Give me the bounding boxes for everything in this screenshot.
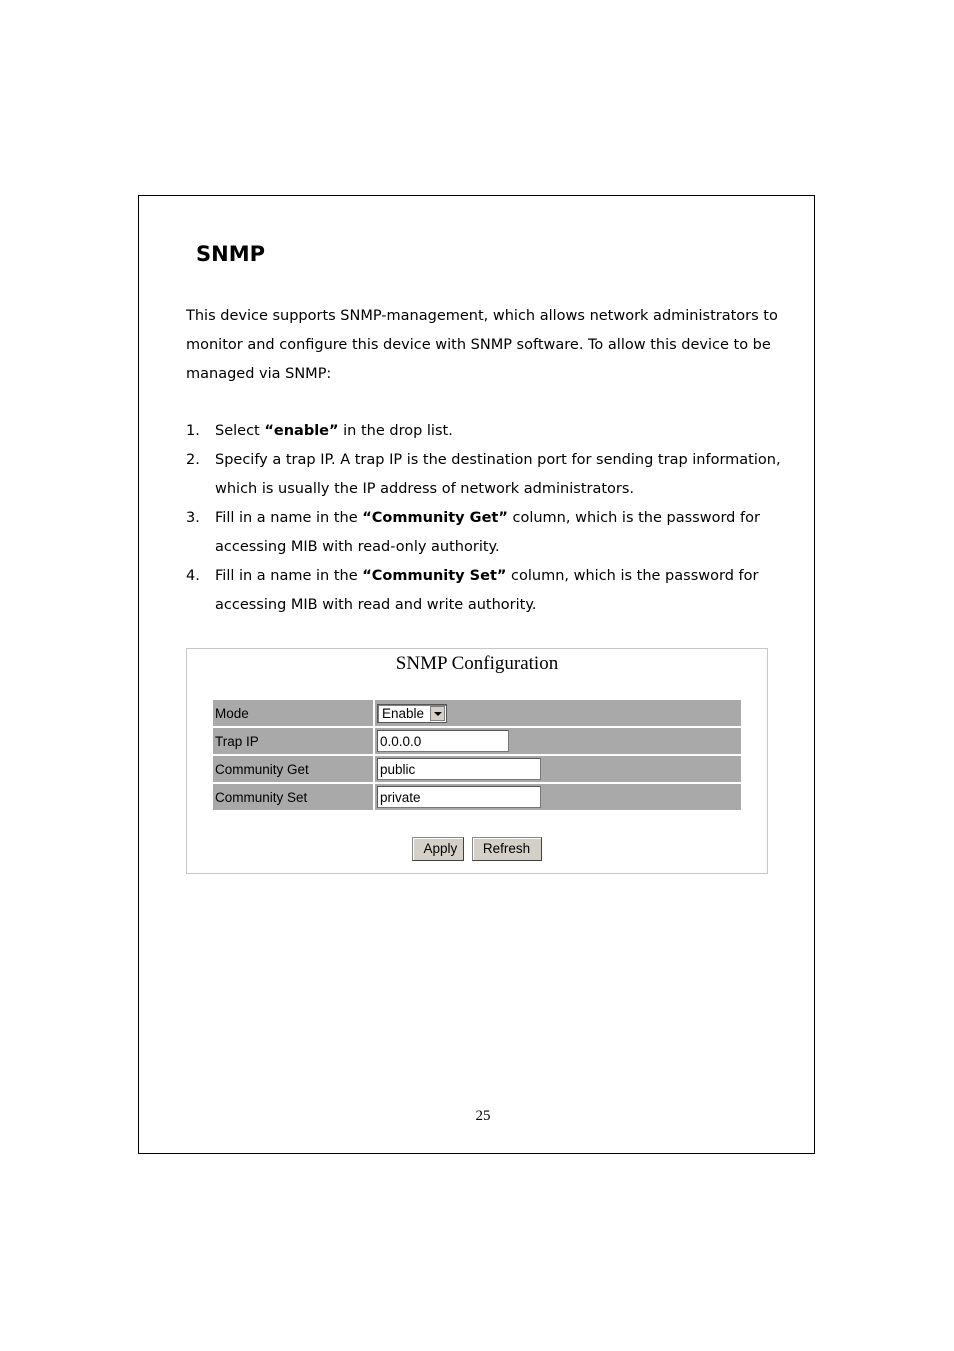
step-number: 2. bbox=[186, 452, 200, 468]
step-keyword: “Community Set” bbox=[362, 568, 507, 584]
snmp-config-title: SNMP Configuration bbox=[395, 653, 559, 674]
step-text: in the drop list. bbox=[338, 423, 453, 439]
intro-paragraph: This device supports SNMP-management, which allows network administrators to monitor and configure this device with SNMP software. To allow this device to be managed via SNMP: bbox=[186, 308, 778, 382]
mode-select[interactable] bbox=[377, 704, 447, 723]
step-item bbox=[186, 446, 786, 504]
community-set-input[interactable] bbox=[377, 786, 541, 808]
community-set-label: Community Set bbox=[213, 784, 375, 810]
snmp-config-table bbox=[213, 698, 741, 812]
steps-list bbox=[186, 417, 786, 620]
step-number: 3. bbox=[186, 510, 200, 526]
snmp-config-panel bbox=[186, 648, 768, 874]
button-row bbox=[187, 837, 767, 861]
trap-ip-field-cell bbox=[375, 728, 741, 754]
step-item bbox=[186, 504, 786, 562]
step-item bbox=[186, 417, 786, 446]
page-title: SNMP bbox=[196, 242, 265, 266]
community-get-input[interactable] bbox=[377, 758, 541, 780]
community-set-row bbox=[213, 784, 741, 810]
step-keyword: “enable” bbox=[264, 423, 339, 439]
step-text: Select bbox=[215, 423, 265, 439]
step-text: Fill in a name in the bbox=[215, 510, 363, 526]
apply-button[interactable]: Apply bbox=[412, 837, 464, 861]
mode-label: Mode bbox=[213, 700, 375, 726]
mode-row bbox=[213, 700, 741, 726]
community-set-field-cell bbox=[375, 784, 741, 810]
step-number: 1. bbox=[186, 423, 200, 439]
refresh-button[interactable]: Refresh bbox=[472, 837, 542, 861]
step-keyword: “Community Get” bbox=[362, 510, 508, 526]
step-number: 4. bbox=[186, 568, 200, 584]
mode-field-cell bbox=[375, 700, 741, 726]
trap-ip-label: Trap IP bbox=[213, 728, 375, 754]
page-number: 25 bbox=[475, 1108, 491, 1124]
trap-ip-input[interactable] bbox=[377, 730, 509, 752]
step-text: Fill in a name in the bbox=[215, 568, 363, 584]
step-text: column, which is the password for accessing MIB with read-only authority. bbox=[215, 510, 760, 555]
trap-ip-row bbox=[213, 728, 741, 754]
community-get-label: Community Get bbox=[213, 756, 375, 782]
step-item bbox=[186, 562, 786, 620]
chevron-down-icon[interactable] bbox=[430, 706, 445, 721]
mode-select-value: Enable bbox=[382, 705, 425, 721]
community-get-field-cell bbox=[375, 756, 741, 782]
step-text: column, which is the password for accessing MIB with read and write authority. bbox=[215, 568, 759, 613]
community-get-row bbox=[213, 756, 741, 782]
step-text: Specify a trap IP. A trap IP is the destination port for sending trap information, which is usually the IP address of network administrators. bbox=[215, 452, 781, 497]
